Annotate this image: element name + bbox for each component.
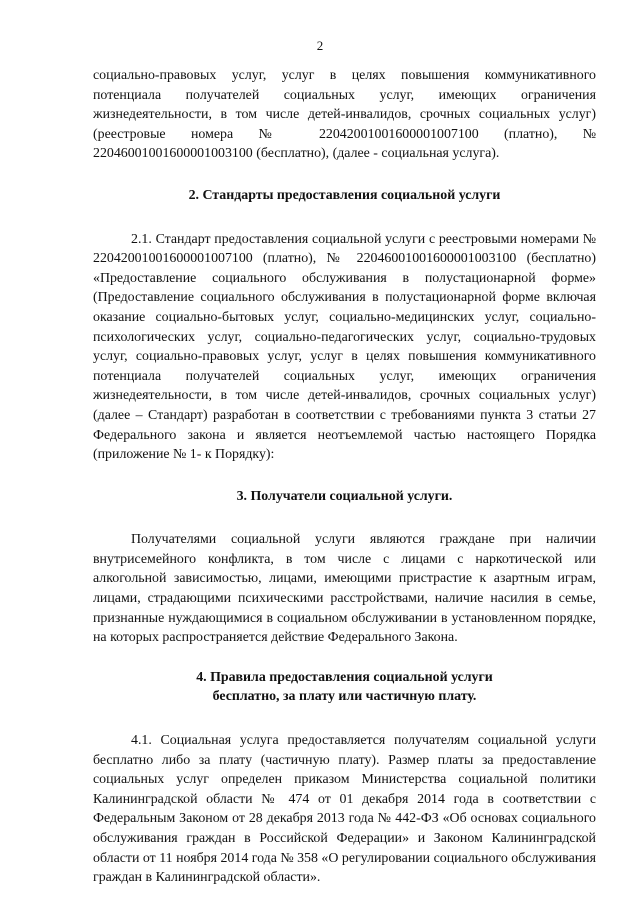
section-heading-rules xyxy=(93,668,596,707)
spacer xyxy=(93,707,596,731)
spacer xyxy=(93,506,596,530)
spacer xyxy=(93,164,596,186)
spacer xyxy=(93,465,596,487)
page-number: 2 xyxy=(316,38,324,53)
section-heading-rules-line-2: бесплатно, за плату или частичную плату. xyxy=(212,689,477,705)
section-heading-rules-line-1: 4. Правила предоставления социальной услуги xyxy=(196,669,493,685)
paragraph-service-description: социально-правовых услуг, услуг в целях повышения коммуникативного потенциала получателей социальных услуг, имеющих ограничения жизнедеятельности, в том числе детей-инвалидов, срочных социальных услуг) (реестровые номера № 22042001001600001007100 (платно), № 22046001001600001003100 (бесплатно), (далее - социальная услуга). xyxy=(93,68,596,162)
paragraph-rules-4-1: 4.1. Социальная услуга предоставляется получателям социальной услуги бесплатно либо за плату (частичную плату). Размер платы за предоставление социальных услуг определен приказом Министерства социальной политики Калининградской области № 474 от 01 декабря 2014 года в соответствии с Федеральным Законом от 28 декабря 2013 года № 442-ФЗ «Об основах социального обслуживания граждан в Российской Федерации» и Законом Калининградской области от 11 ноября 2014 года № 358 «О регулировании социального обслуживания граждан в Калининградской области». xyxy=(93,733,596,886)
section-heading-recipients: 3. Получатели социальной услуги. xyxy=(236,488,453,504)
paragraph-recipients: Получателями социальной услуги являются граждане при наличии внутрисемейного конфликта, в том числе с лицами с наркотической или алкогольной зависимостью, лицами, имеющими пристрастие к азартным играм, лицами, страдающими психическими расстройствами, наличие насилия в семье, признанные нуждающимися в социальном обслуживании в установленном порядке, на которых распространяется действие Федерального Закона. xyxy=(93,532,596,646)
spacer xyxy=(93,206,596,230)
document-body xyxy=(93,66,596,888)
spacer xyxy=(93,648,596,668)
paragraph-standard-2-1: 2.1. Стандарт предоставления социальной услуги с реестровыми номерами № 22042001001600001007100 (платно), № 22046001001600001003100 (бесплатно) «Предоставление социального обслуживания в полустационарной форме» (Предоставление социального обслуживания в полустационарной форме включая оказание социально-бытовых услуг, социально-медицинских услуг, социально-психологических услуг, социально-педагогических услуг, социально-трудовых услуг, социально-правовых услуг, услуг в целях повышения коммуникативного потенциала получателей социальных услуг, имеющих ограничения жизнедеятельности, в том числе детей-инвалидов, срочных социальных услуг) (далее – Стандарт) разработан в соответствии с требованиями пункта 3 статьи 27 Федерального закона и является неотъемлемой частью настоящего Порядка (приложение № 1- к Порядку): xyxy=(93,231,596,463)
section-heading-standards: 2. Стандарты предоставления социальной услуги xyxy=(188,187,501,203)
